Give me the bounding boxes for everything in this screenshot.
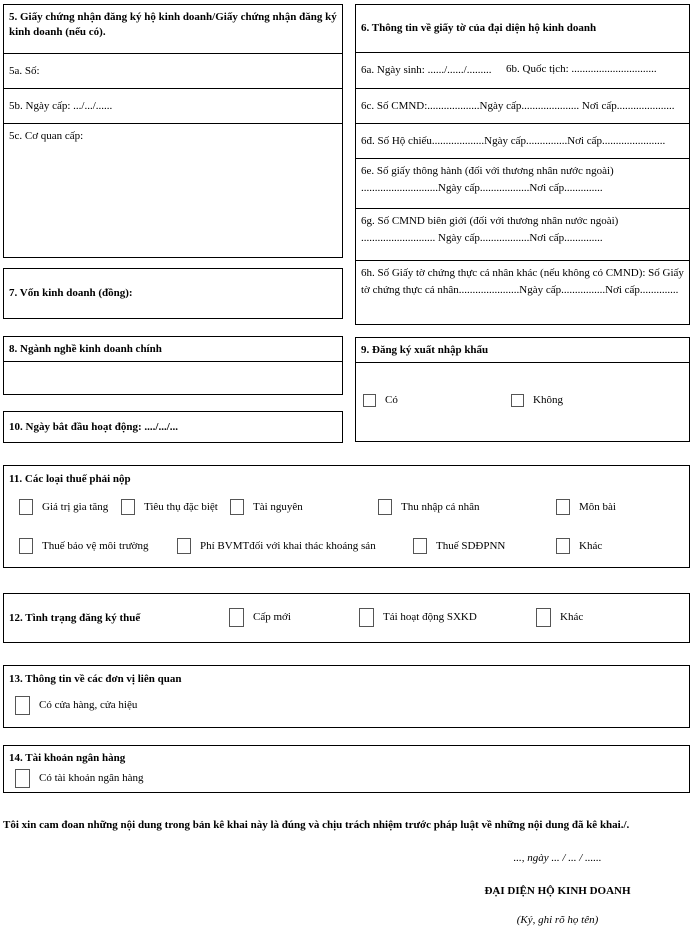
option-khac-thue bbox=[556, 538, 602, 554]
checkbox-gtgt-label: Giá trị gia tăng bbox=[42, 500, 109, 513]
field-6d-ho-chieu[interactable]: 6đ. Số Hộ chiếu...................Ngày cấp...............Nơi cấp....................... bbox=[356, 124, 689, 159]
checkbox-tai-khoan-nh[interactable] bbox=[15, 769, 30, 788]
option-tai-nguyen bbox=[230, 499, 303, 515]
option-gtgt bbox=[19, 499, 108, 515]
checkbox-cap-moi-label: Cấp mới bbox=[253, 611, 291, 624]
checkbox-khac-thue[interactable] bbox=[556, 538, 570, 554]
section-12-box bbox=[3, 593, 690, 643]
checkbox-tai-nguyen[interactable] bbox=[230, 499, 244, 515]
checkbox-mon-bai[interactable] bbox=[556, 499, 570, 515]
field-6g-cmnd-bien-gioi[interactable]: 6g. Số CMND biên giới (đối với thương nhân nước ngoài) ........................... Ngày cấp..................Nơi cấp.............. bbox=[356, 209, 689, 261]
checkbox-ttdb[interactable] bbox=[121, 499, 135, 515]
checkbox-tai-hoat-dong-label: Tái hoạt động SXKD bbox=[383, 611, 477, 624]
checkbox-khac-thue-label: Khác bbox=[579, 539, 603, 552]
checkbox-cua-hang[interactable] bbox=[15, 696, 30, 715]
checkbox-ttdb-label: Tiêu thụ đặc biệt bbox=[144, 500, 218, 513]
checkbox-tai-hoat-dong[interactable] bbox=[359, 608, 374, 627]
checkbox-tncn-label: Thu nhập cá nhân bbox=[401, 500, 480, 513]
signer-title: ĐẠI DIỆN HỘ KINH DOANH bbox=[484, 885, 631, 897]
field-5c-co-quan-cap[interactable]: 5c. Cơ quan cấp: bbox=[9, 130, 84, 142]
section-6-title: 6. Thông tin về giấy tờ của đại diện hộ kinh doanh bbox=[356, 5, 689, 53]
signer-note: (Ký, ghi rõ họ tên) bbox=[516, 914, 599, 926]
field-6a-6b-row bbox=[356, 53, 689, 89]
section-5-box bbox=[3, 4, 343, 258]
checkbox-xnk-co[interactable] bbox=[363, 394, 376, 407]
option-thue-bvmt bbox=[19, 538, 148, 554]
checkbox-tai-nguyen-label: Tài nguyên bbox=[253, 500, 303, 513]
field-6h-giay-to-khac[interactable]: 6h. Số Giấy tờ chứng thực cá nhân khác (nếu không có CMND): Số Giấy tờ chứng thực cá nhân......................Ngày cấp................Nơi cấp.............. bbox=[361, 267, 684, 296]
section-11-title: 11. Các loại thuế phải nộp bbox=[9, 473, 131, 485]
section-8-box bbox=[3, 336, 343, 395]
signature-date-line: ..., ngày ... / ... / ...... bbox=[513, 852, 602, 864]
option-ttdb bbox=[121, 499, 218, 515]
checkbox-cap-moi[interactable] bbox=[229, 608, 244, 627]
section-14-title: 14. Tài khoản ngân hàng bbox=[9, 752, 126, 764]
section-10-box bbox=[3, 411, 343, 443]
field-6b-quoc-tich[interactable]: 6b. Quốc tịch: ............................... bbox=[506, 63, 657, 75]
section-11-box bbox=[3, 465, 690, 568]
checkbox-gtgt[interactable] bbox=[19, 499, 33, 515]
option-mon-bai bbox=[556, 499, 616, 515]
checkbox-phi-bvmt-label: Phí BVMTđối với khai thác khoáng sản bbox=[200, 539, 376, 552]
declaration-text: Tôi xin cam đoan những nội dung trong bản kê khai này là đúng và chịu trách nhiệm trước pháp luật về những nội dung đã kê khai./. bbox=[3, 819, 630, 831]
option-xnk-khong bbox=[511, 393, 563, 408]
checkbox-khac-tinh-trang-label: Khác bbox=[560, 611, 584, 624]
option-khac-tinh-trang bbox=[536, 608, 583, 627]
section-5-title: 5. Giấy chứng nhận đăng ký hộ kinh doanh/Giấy chứng nhận đăng ký kinh doanh (nếu có). bbox=[4, 5, 342, 54]
option-tai-hoat-dong bbox=[359, 608, 477, 627]
section-9-box bbox=[355, 337, 690, 442]
checkbox-mon-bai-label: Môn bài bbox=[579, 500, 616, 513]
checkbox-phi-bvmt[interactable] bbox=[177, 538, 191, 554]
section-12-title: 12. Tình trạng đăng ký thuế bbox=[9, 612, 141, 624]
option-sddpnn bbox=[413, 538, 505, 554]
field-nganh-nghe-input[interactable] bbox=[4, 362, 342, 394]
checkbox-sddpnn[interactable] bbox=[413, 538, 427, 554]
section-13-title: 13. Thông tin về các đơn vị liên quan bbox=[9, 673, 182, 685]
section-13-box bbox=[3, 665, 690, 728]
checkbox-cua-hang-label: Có cửa hàng, cửa hiệu bbox=[39, 699, 138, 712]
checkbox-xnk-khong-label: Không bbox=[533, 394, 563, 406]
section-6-box bbox=[355, 4, 690, 325]
option-cua-hang bbox=[15, 696, 137, 715]
field-6c-cmnd[interactable]: 6c. Số CMND:...................Ngày cấp..................... Nơi cấp..................... bbox=[356, 89, 689, 124]
option-tai-khoan-nh bbox=[15, 769, 143, 788]
section-14-box bbox=[3, 745, 690, 793]
option-tncn bbox=[378, 499, 480, 515]
field-5b-ngay-cap[interactable]: 5b. Ngày cấp: .../.../...... bbox=[4, 89, 342, 124]
section-9-title: 9. Đăng ký xuất nhập khẩu bbox=[356, 338, 689, 363]
checkbox-thue-bvmt-label: Thuế bảo vệ môi trường bbox=[42, 539, 149, 552]
option-cap-moi bbox=[229, 608, 291, 627]
checkbox-tncn[interactable] bbox=[378, 499, 392, 515]
field-6e-giay-thong-hanh[interactable]: 6e. Số giấy thông hành (đối với thương nhân nước ngoài) ............................Ngày cấp..................Nơi cấp.............. bbox=[356, 159, 689, 209]
checkbox-thue-bvmt[interactable] bbox=[19, 538, 33, 554]
option-phi-bvmt bbox=[177, 538, 376, 554]
checkbox-tai-khoan-nh-label: Có tài khoản ngân hàng bbox=[39, 772, 144, 785]
section-7-title[interactable]: 7. Vốn kinh doanh (đồng): bbox=[9, 287, 133, 300]
section-9-body bbox=[356, 363, 689, 441]
checkbox-sddpnn-label: Thuế SDĐPNN bbox=[436, 539, 506, 552]
section-10-title[interactable]: 10. Ngày bắt đầu hoạt động: ..../.../... bbox=[9, 420, 179, 433]
checkbox-khac-tinh-trang[interactable] bbox=[536, 608, 551, 627]
option-xnk-co bbox=[363, 393, 398, 408]
checkbox-xnk-co-label: Có bbox=[385, 394, 398, 406]
field-5a-so[interactable]: 5a. Số: bbox=[4, 54, 342, 89]
section-7-box bbox=[3, 268, 343, 319]
checkbox-xnk-khong[interactable] bbox=[511, 394, 524, 407]
section-8-title: 8. Ngành nghề kinh doanh chính bbox=[4, 337, 342, 362]
field-6a-ngay-sinh[interactable]: 6a. Ngày sinh: ....../....../......... bbox=[361, 64, 492, 77]
